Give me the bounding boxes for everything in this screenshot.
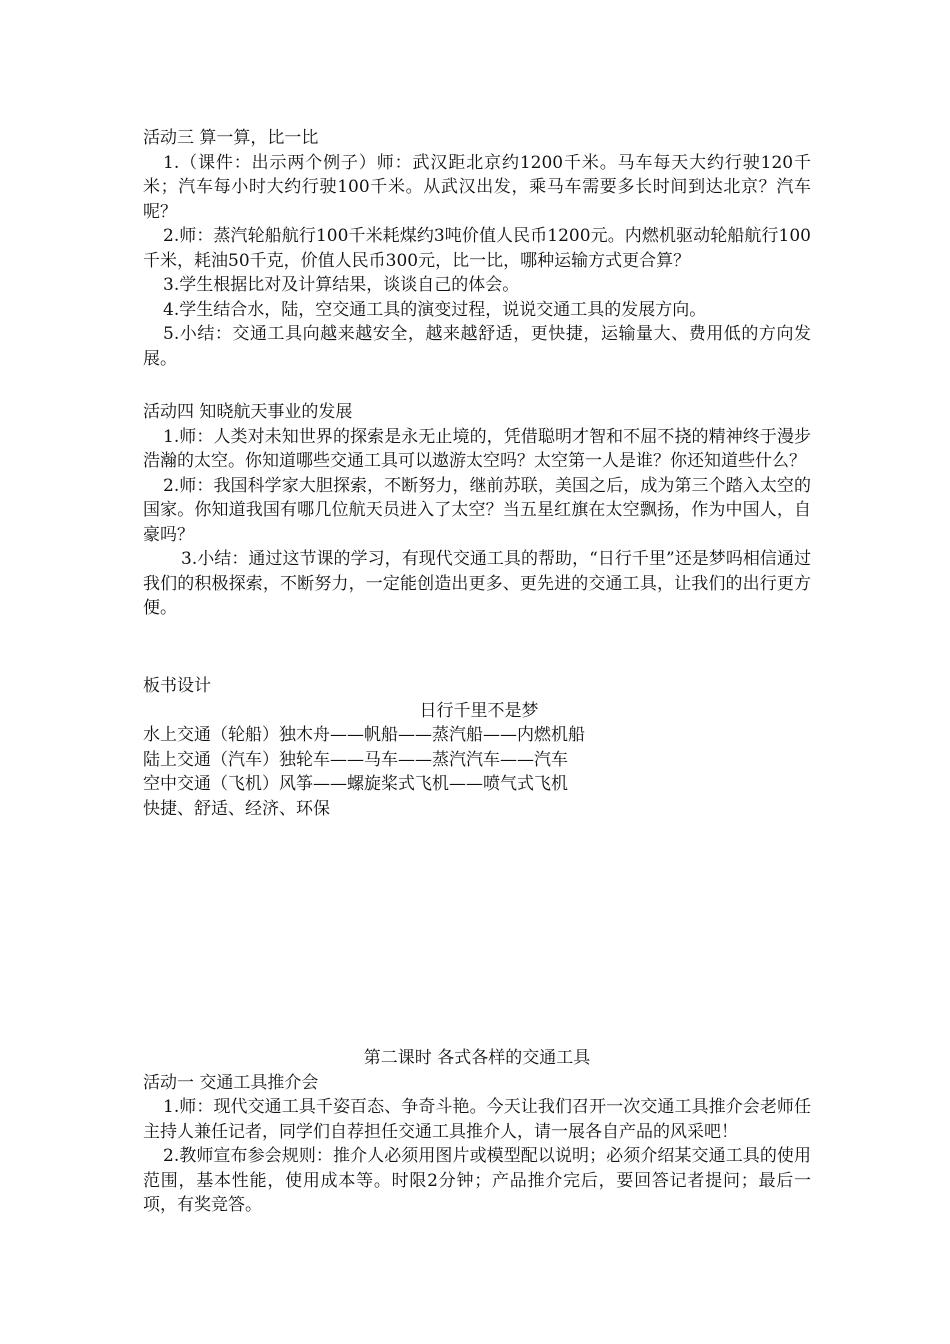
lesson2-paragraph-2: 2.教师宣布参会规则：推介人必须用图片或模型配以说明；必须介绍某交通工具的使用范围，基本性能，使用成本等。时限2分钟；产品推介完后，要回答记者提问；最后一项，有奖竞答。 xyxy=(143,1146,811,1215)
activity3-section xyxy=(143,126,811,371)
lesson2-paragraph-1: 1.师：现代交通工具千姿百态、争奇斗艳。今天让我们召开一次交通工具推介会老师任主持人兼任记者，同学们自荐担任交通工具推介人，请一展各自产品的风采吧！ xyxy=(143,1097,811,1142)
activity3-paragraph-1: 1.（课件：出示两个例子）师：武汉距北京约1200千米。马车每天大约行驶120千米；汽车每小时大约行驶100千米。从武汉出发，乘马车需要多长时间到达北京？汽车呢？ xyxy=(143,152,811,222)
board-design-section xyxy=(143,674,811,821)
board-line-summary: 快捷、舒适、经济、环保 xyxy=(143,798,330,819)
activity3-paragraph-4: 4.学生结合水，陆，空交通工具的演变过程，说说交通工具的发展方向。 xyxy=(163,299,707,320)
board-line-air: 空中交通（飞机）风筝——螺旋桨式飞机——喷气式飞机 xyxy=(143,774,568,794)
activity3-paragraph-3: 3.学生根据比对及计算结果，谈谈自己的体会。 xyxy=(163,275,520,295)
activity3-heading: 活动三 算一算，比一比 xyxy=(143,128,319,148)
activity4-paragraph-2: 2.师：我国科学家大胆探索，不断努力，继前苏联，美国之后，成为第三个踏入太空的国家。你知道我国有哪几位航天员进入了太空？当五星红旗在太空飘扬，作为中国人，自豪吗？ xyxy=(143,475,811,545)
board-title: 日行千里不是梦 xyxy=(419,700,539,721)
activity4-section xyxy=(143,400,811,621)
activity4-paragraph-1: 1.师：人类对未知世界的探索是永无止境的，凭借聪明才智和不屈不挠的精神终于漫步浩瀚的太空。你知道哪些交通工具可以遨游太空吗？太空第一人是谁？你还知道些什么？ xyxy=(143,426,811,471)
lesson2-section xyxy=(143,1046,811,1218)
activity3-paragraph-5: 5.小结：交通工具向越来越安全，越来越舒适，更快捷，运输量大、费用低的方向发展。 xyxy=(143,324,811,369)
board-heading: 板书设计 xyxy=(143,676,211,696)
activity4-paragraph-3: 3.小结：通过这节课的学习，有现代交通工具的帮助，“日行千里”还是梦吗相信通过我们的积极探索，不断努力，一定能创造出更多、更先进的交通工具，让我们的出行更方便。 xyxy=(143,549,811,618)
activity3-paragraph-2: 2.师：蒸汽轮船航行100千米耗煤约3吨价值人民币1200元。内燃机驱动轮船航行100千米，耗油50千克，价值人民币300元，比一比，哪种运输方式更合算？ xyxy=(143,226,811,271)
lesson2-activity1-heading: 活动一 交通工具推介会 xyxy=(143,1072,319,1093)
board-line-land: 陆上交通（汽车）独轮车——马车——蒸汽汽车——汽车 xyxy=(143,749,568,770)
activity4-heading: 活动四 知晓航天事业的发展 xyxy=(143,402,353,422)
lesson2-title: 第二课时 各式各样的交通工具 xyxy=(363,1048,591,1068)
board-line-water: 水上交通（轮船）独木舟——帆船——蒸汽船——内燃机船 xyxy=(143,725,585,745)
